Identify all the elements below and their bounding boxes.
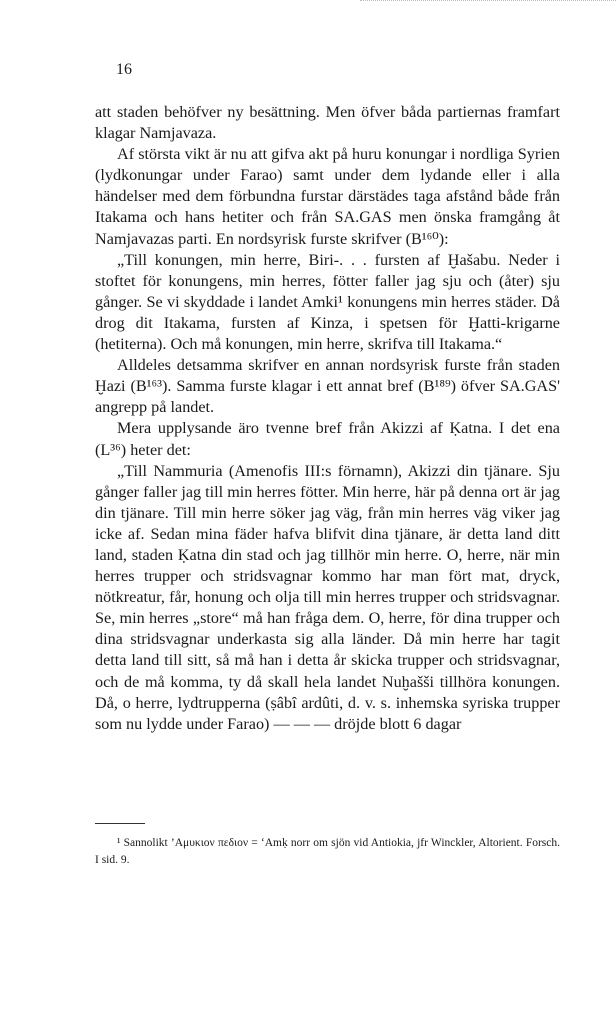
body-text (95, 102, 560, 735)
footnote-rule (95, 823, 145, 824)
footnote: ¹ Sannolikt ’Aμυκιον πεδιον = ‘Amḳ norr om sjön vid Antiokia, jfr Winckler, Altorient. Forsch. I sid. 9. (95, 837, 560, 866)
paragraph-6-letter-akizzi: „Till Nammuria (Amenofis III:s förnamn), Akizzi din tjänare. Sju gånger faller jag till min herres fötter. Min herre, här på denna ort är jag din tjänare. Till min herre söker jag väg, från min herres väg viker jag icke af. Sedan mina fäder hafva blifvit dina tjänare, är detta land ditt land, staden Ḳatna din stad och jag tillhör min herre. O, herre, när min herres trupper och stridsvagnar kommo har man fört mat, dryck, nötkreatur, får, honung och olja till min herres trupper och stridsvagnar. Se, min herres „store“ må han fråga dem. O, herre, för dina trupper och dina stridsvagnar underkasta sig alla länder. Då min herre har tagit detta land till sitt, så må han i detta år skicka trupper och stridsvagnar, och de må komma, ty då skall hela landet Nuḫašši tillhöra konungen. Då, o herre, lydtrupperna (ṣâbî ardûti, d. v. s. inhemska syriska trupper som nu lydde under Farao) — — — dröjde blott 6 dagar (95, 461, 560, 733)
top-edge-rule (360, 0, 616, 1)
paragraph-1: att staden behöfver ny besättning. Men öfver båda partiernas framfart klagar Namjavaza. (95, 103, 560, 143)
paragraph-5: Mera upplysande äro tvenne bref från Akizzi af Ḳatna. I det ena (L³⁶) heter det: (95, 419, 560, 459)
page-number: 16 (116, 61, 132, 78)
paragraph-3-letter-biri: „Till konungen, min herre, Biri-. . . fursten af Ḫašabu. Neder i stoftet för konungens, min herres, fötter faller jag sju och (åter) sju gånger. Se vi skyddade i landet Amki¹ konungens min herres städer. Då drog dit Itakama, fursten af Kinza, i spetsen för Ḫatti-krigarne (hetiterna). Och må konungen, min herre, skrifva till Itakama.“ (95, 250, 560, 354)
paragraph-4: Alldeles detsamma skrifver en annan nordsyrisk furste från staden Ḫazi (B¹⁶³). Samma furste klagar i ett annat bref (B¹⁸⁹) öfver SA.GAS' angrepp på landet. (95, 356, 560, 417)
paragraph-2: Af största vikt är nu att gifva akt på huru konungar i nordliga Syrien (lydkonungar under Farao) samt under dem lydande eller i alla händelser med dem förbundna furstar därstädes taga afstånd både från Itakama och hans hetiter och från SA.GAS men önska framgång åt Namjavazas parti. En nordsyrisk furste skrifver (B¹⁶⁰): (95, 145, 560, 248)
